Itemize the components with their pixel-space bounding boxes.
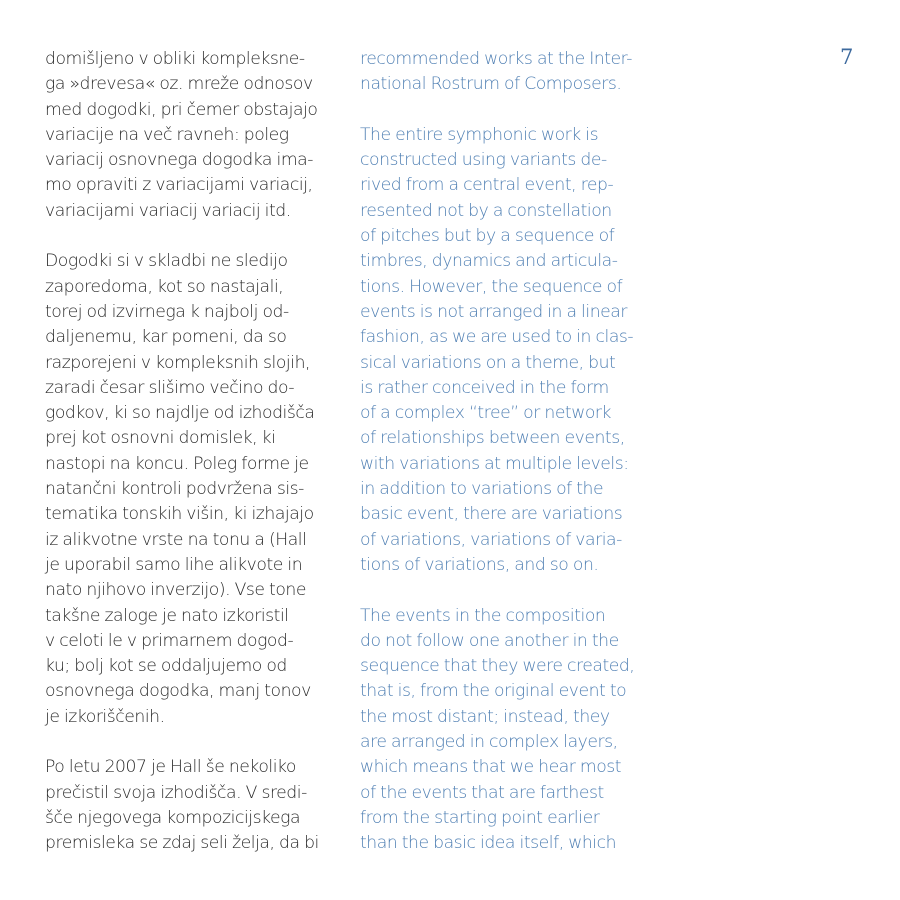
text-line: osnovnega dogodka, manj tonov [45,681,311,702]
text-line: recommended works at the Inter- [360,49,632,69]
text-line: of relationships between events, [360,428,625,449]
text-line: of variations, variations of varia- [360,529,622,550]
text-line: sequence that they were created, [360,656,635,677]
text-line: prečistil svoja izhodišča. V sredi- [45,782,307,803]
page-number: 7 [840,45,854,69]
text-line: which means that we hear most [360,757,622,778]
text-line: constructed using variants de- [360,150,607,171]
text-line: je izkoriščenih. [45,706,165,727]
text-line: of a complex “tree” or network [360,403,612,424]
text-line: tematika tonskih višin, ki izhajajo [45,504,314,525]
text-line: variacij osnovnega dogodka ima- [45,150,313,171]
text-line: in addition to variations of the [360,479,604,500]
text-line: godkov, ki so najdlje od izhodišča [45,403,315,424]
text-line: variacijami variacij variacij itd. [45,200,291,221]
text-line: natančni kontroli podvržena sis- [45,479,304,500]
text-line: fashion, as we are used to in clas- [360,327,634,348]
text-line: nastopi na koncu. Poleg forme je [45,453,309,474]
text-line: prej kot osnovni domislek, ki [45,428,276,449]
paragraph [45,47,345,224]
text-line: events is not arranged in a linear [360,301,627,322]
text-line: zaradi česar slišimo večino do- [45,377,295,398]
text-line: are arranged in complex layers, [360,732,618,753]
text-line: zaporedoma, kot so nastajali, [45,276,284,297]
text-line: The events in the composition [360,605,606,626]
text-line: Po letu 2007 je Hall še nekoliko [45,757,296,778]
english-text-column [360,47,660,882]
text-line: torej od izvirnega k najbolj od- [45,301,289,322]
text-line: national Rostrum of Composers. [360,74,622,95]
text-line: je uporabil samo lihe alikvote in [45,554,303,575]
text-line: iz alikvotne vrste na tonu a (Hall [45,529,307,550]
text-line: is rather conceived in the form [360,377,609,398]
text-line: takšne zaloge je nato izkoristil [45,605,289,626]
text-line: of pitches but by a sequence of [360,226,615,247]
text-line: razporejeni v kompleksnih slojih, [45,352,311,373]
text-line: v celoti le v primarnem dogod- [45,630,294,651]
text-line: ga »drevesa« oz. mreže odnosov [45,74,313,95]
text-line: mo opraviti z variacijami variacij, [45,175,313,196]
text-line: rived from a central event, rep- [360,175,614,196]
paragraph [360,123,660,578]
paragraph [45,249,345,730]
text-line: sical variations on a theme, but [360,352,616,373]
paragraph [360,47,660,98]
text-line: from the starting point earlier [360,807,600,828]
text-line: Dogodki si v skladbi ne sledijo [45,251,288,272]
text-line: tions of variations, and so on. [360,554,599,575]
text-line: med dogodki, pri čemer obstajajo [45,99,318,120]
text-line: of the events that are farthest [360,782,604,803]
text-line: basic event, there are variations [360,504,623,525]
text-line: timbres, dynamics and articula- [360,251,618,272]
text-line: nato njihovo inverzijo). Vse tone [45,580,306,601]
text-line: with variations at multiple levels: [360,453,629,474]
text-line: šče njegovega kompozicijskega [45,807,301,828]
slovenian-text-column [45,47,345,882]
text-line: that is, from the original event to [360,681,627,702]
text-line: resented not by a constellation [360,200,612,221]
text-line: The entire symphonic work is [360,124,599,145]
paragraph [360,604,660,857]
text-line: tions. However, the sequence of [360,276,623,297]
text-line: ku; bolj kot se oddaljujemo od [45,656,287,677]
text-line: domišljeno v obliki kompleksne- [45,49,305,69]
text-line: premisleka se zdaj seli želja, da bi [45,833,319,854]
text-line: daljenemu, kar pomeni, da so [45,327,287,348]
text-line: do not follow one another in the [360,630,619,651]
text-line: variacije na več ravneh: poleg [45,124,289,145]
text-line: the most distant; instead, they [360,706,610,727]
paragraph [45,755,345,856]
text-line: than the basic idea itself, which [360,833,617,854]
